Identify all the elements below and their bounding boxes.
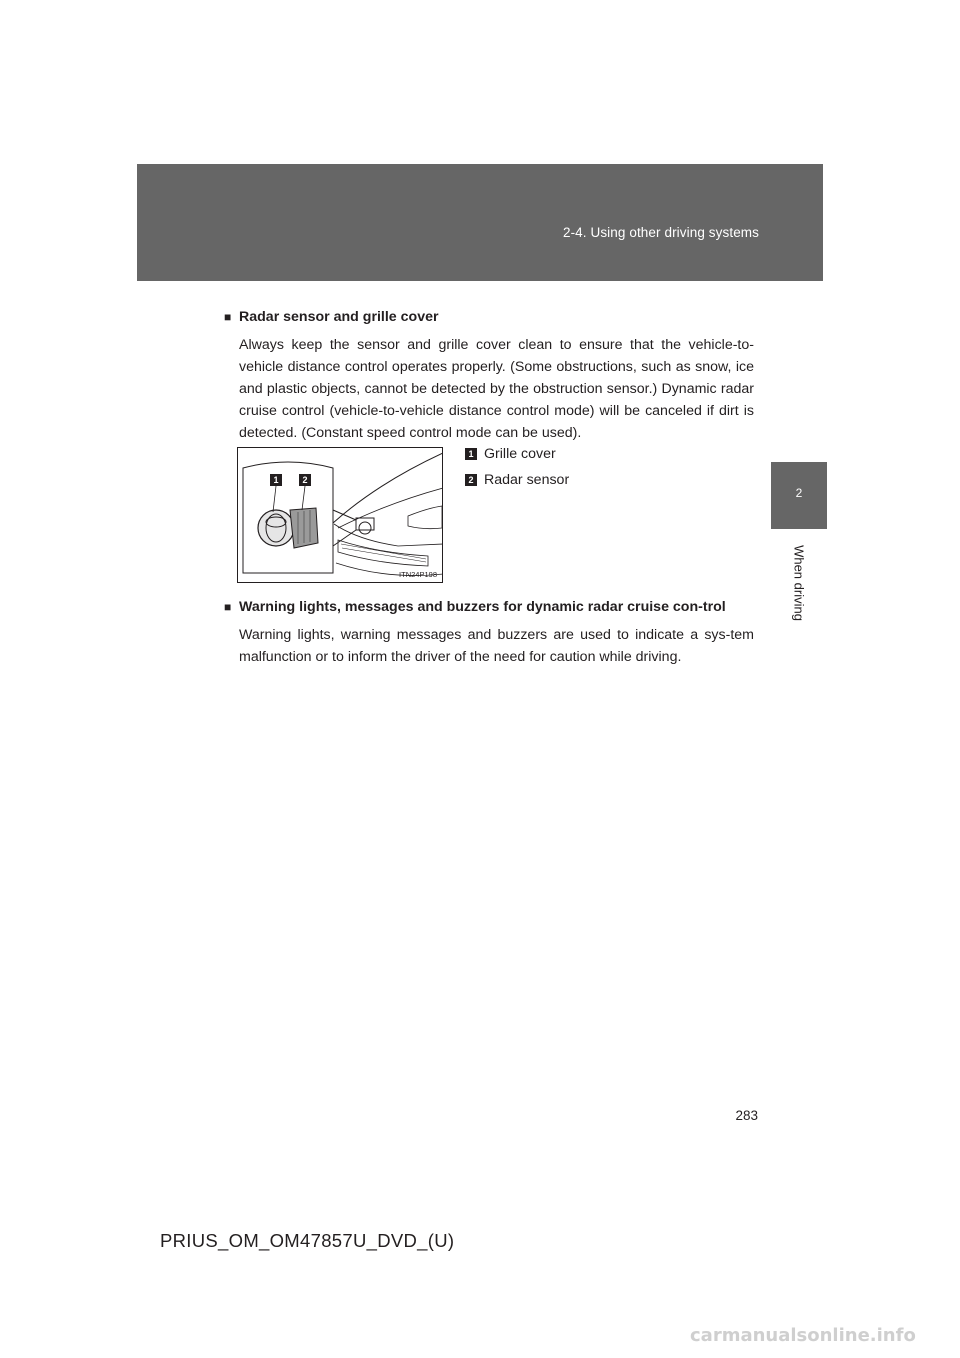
legend-label: Grille cover (484, 446, 556, 462)
watermark[interactable]: carmanualsonline.info (690, 1325, 916, 1346)
section-title-text: Radar sensor and grille cover (239, 309, 439, 325)
chapter-tab (771, 462, 827, 529)
bullet-square-icon: ■ (224, 600, 232, 614)
callout-badge: 2 (465, 474, 477, 486)
section-warning-lights (224, 596, 754, 668)
section-radar-sensor (224, 306, 754, 444)
hood-crease (338, 488, 443, 528)
section-body: Always keep the sensor and grille cover clean to ensure that the vehicle-to-vehicle distance control operates properly. (Some obstructions, such as snow, ice and plastic objects, cannot be detected by the obstruction sensor.) Dynamic radar cruise control (vehicle-to-vehicle distance control mode) will be canceled if dirt is detected. (Constant speed control mode can be used). (239, 337, 754, 441)
svg-text:2: 2 (302, 475, 308, 485)
chapter-number: 2 (795, 486, 803, 500)
figure-code: ITN24P198 (399, 570, 437, 579)
lower-grille (338, 540, 428, 566)
emblem (359, 522, 371, 534)
inset-emblem (258, 510, 294, 546)
header-band (137, 164, 823, 281)
chapter-label: When driving (791, 545, 807, 621)
headlight (408, 506, 442, 529)
section-title-text: Warning lights, messages and buzzers for dynamic radar cruise con-trol (239, 599, 726, 615)
chapter-label-wrap (791, 538, 807, 628)
section-header-title: 2-4. Using other driving systems (562, 225, 759, 240)
section-title (224, 306, 754, 328)
section-body: Warning lights, warning messages and buzzers are used to indicate a sys-tem malfunction or to inform the driver of the need for caution while driving. (239, 627, 754, 665)
svg-text:1: 1 (273, 475, 279, 485)
bullet-square-icon: ■ (224, 310, 232, 324)
car-front-illustration (238, 448, 443, 583)
section-title (224, 596, 754, 618)
document-id: PRIUS_OM_OM47857U_DVD_(U) (160, 1230, 455, 1251)
legend-label: Radar sensor (484, 472, 570, 488)
grille-radar-figure (237, 447, 443, 583)
hood-line (333, 453, 443, 523)
page-number: 283 (735, 1108, 758, 1123)
callout-badge: 1 (465, 448, 477, 460)
